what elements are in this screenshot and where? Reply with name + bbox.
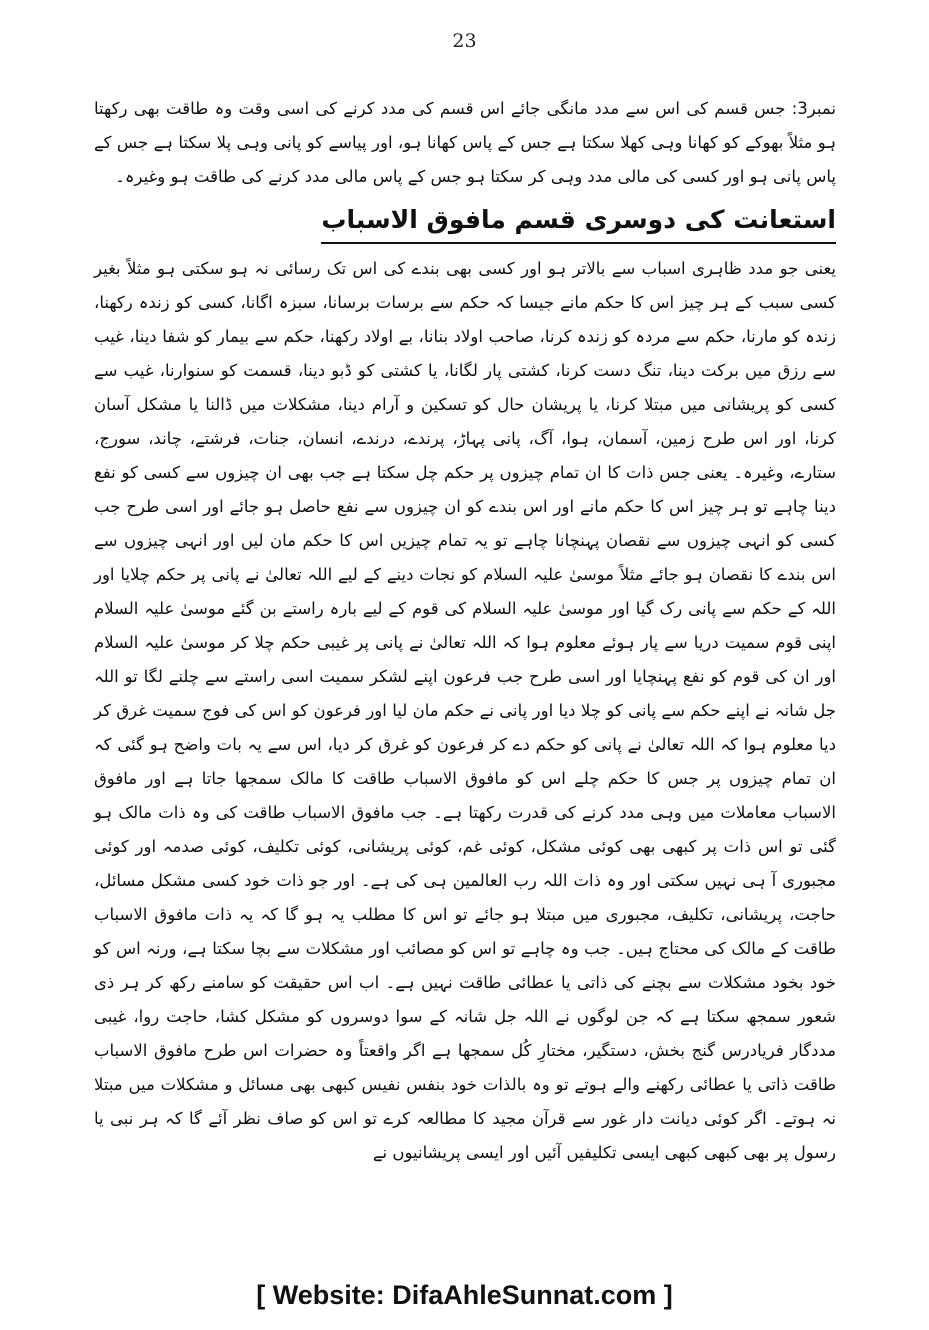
page-number: 23: [452, 30, 477, 52]
website-footer: [ Website: DifaAhleSunnat.com ]: [256, 1280, 673, 1310]
intro-paragraph: نمبر3: جس قسم کی اس سے مدد مانگی جائے اس قسم کی مدد کرنے کی اسی وقت وہ طاقت بھی رکھتا ہو مثلاً بھوکے کو کھانا وہی کھلا سکتا ہے جس کے پاس کھانا ہو، اور پیاسے کو پانی وہی پلا سکتا ہے جس کے پاس پانی ہو اور کسی کی مالی مدد وہی کر سکتا ہو جس کے پاس مالی مدد کرنے کی طاقت ہو وغیرہ۔: [94, 99, 836, 186]
body-paragraph: یعنی جو مدد ظاہری اسباب سے بالاتر ہو اور کسی بھی بندے کی اس تک رسائی نہ ہو سکتی ہو مثلاً بغیر کسی سبب کے ہر چیز اس کا حکم مانے جیسا کہ حکم سے برسات برسانا، سبزہ اگانا، کسی کو زندہ رکھنا، زندہ کو مارنا، حکم سے مردہ کو زندہ کرنا، صاحب اولاد بنانا، بے اولاد رکھنا، حکم سے بیمار کو شفا دینا، غیب سے رزق میں برکت دینا، تنگ دست کرنا، کشتی پار لگانا، یا کشتی کو ڈبو دینا، قسمت کو سنوارنا، غیب سے کسی کو پریشانی میں مبتلا کرنا، یا پریشان حال کو تسکین و آرام دینا، مشکلات میں ڈالنا یا مشکل آسان کرنا، اور اس طرح زمین، آسمان، ہوا، آگ، پانی پہاڑ، پرندے، درندے، انسان، جنات، فرشتے، چاند، سورج، ستارے، وغیرہ۔ یعنی جس ذات کا ان تمام چیزوں پر حکم چل سکتا ہے جب بھی ان چیزوں سے کسی کو نفع دینا چاہے تو ہر چیز اس کا حکم مانے اور اس بندے کو ان چیزوں سے نفع حاصل ہو جائے اور اسی طرح جب کسی کو انہی چیزوں سے نقصان پہنچانا چاہے تو یہ تمام چیزیں اس کا حکم مان لیں اور انہی چیزوں سے اس بندے کا نقصان ہو جائے مثلاً موسیٰ علیہ السلام کو نجات دینے کے لیے اللہ تعالیٰ نے پانی پر حکم چلایا اور اللہ کے حکم سے پانی رک گیا اور موسیٰ علیہ السلام کی قوم کے لیے بارہ راستے بن گئے موسیٰ علیہ السلام اپنی قوم سمیت دریا سے پار ہوئے معلوم ہوا کہ اللہ تعالیٰ نے پانی پر غیبی حکم چلا کر موسیٰ علیہ السلام اور ان کی قوم کو نفع پہنچایا اور اسی طرح جب فرعون اپنے لشکر سمیت اسی راستے سے چلنے لگا تو اللہ جل شانہ نے اپنے حکم سے پانی کو چلا دیا اور پانی نے حکم مان لیا اور فرعون کو اس کی فوج سمیت غرق کر دیا معلوم ہوا کہ اللہ تعالیٰ نے پانی کو حکم دے کر فرعون کو غرق کر دیا، اس سے یہ بات واضح ہو گئی کہ ان تمام چیزوں پر جس کا حکم چلے اس کو مافوق الاسباب طاقت کا مالک سمجھا جاتا ہے اور مافوق الاسباب معاملات میں وہی مدد کرنے کی قدرت رکھتا ہے۔ جب مافوق الاسباب طاقت کی وہ ذات مالک ہو گئی تو اس ذات پر کبھی بھی کوئی مشکل، کوئی غم، کوئی پریشانی، کوئی تکلیف، کوئی صدمہ اور کوئی مجبوری آ ہی نہیں سکتی اور وہ ذات اللہ رب العالمین ہی کی ہے۔ اور جو ذات خود کسی مشکل مسائل، حاجت، پریشانی، تکلیف، مجبوری میں مبتلا ہو جائے تو اس کا مطلب یہ ہو گا کہ یہ ذات مافوق الاسباب طاقت کے مالک کی محتاج ہیں۔ جب وہ چاہے تو اس کو مصائب اور مشکلات سے بچا سکتا ہے، ورنہ اس کو خود بخود مشکلات سے بچنے کی ذاتی یا عطائی طاقت نہیں ہے۔ اب اس حقیقت کو سامنے رکھ کر ہر ذی شعور سمجھ سکتا ہے کہ جن لوگوں نے اللہ جل شانہ کے سوا دوسروں کو مشکل کشا، حاجت روا، غیبی مددگار فریادرس گنج بخش، دستگیر، مختارِ کُل سمجھا ہے اگر واقعتاً وہ حضرات اس طرح مافوق الاسباب طاقت ذاتی یا عطائی رکھنے والے ہوتے تو وہ بالذات خود بنفس نفیس کبھی بھی مسائل و مشکلات میں مبتلا نہ ہوتے۔ اگر کوئی دیانت دار غور سے قرآن مجید کا مطالعہ کرے تو اس کو صاف نظر آئے گا کہ ہر نبی یا رسول پر بھی کبھی کبھی ایسی تکلیفیں آئیں اور ایسی پریشانیوں نے: [94, 259, 836, 1162]
section-heading-row: [94, 200, 836, 244]
section-heading: استعانت کی دوسری قسم مافوق الاسباب: [321, 200, 836, 244]
page-content: [94, 92, 836, 1170]
